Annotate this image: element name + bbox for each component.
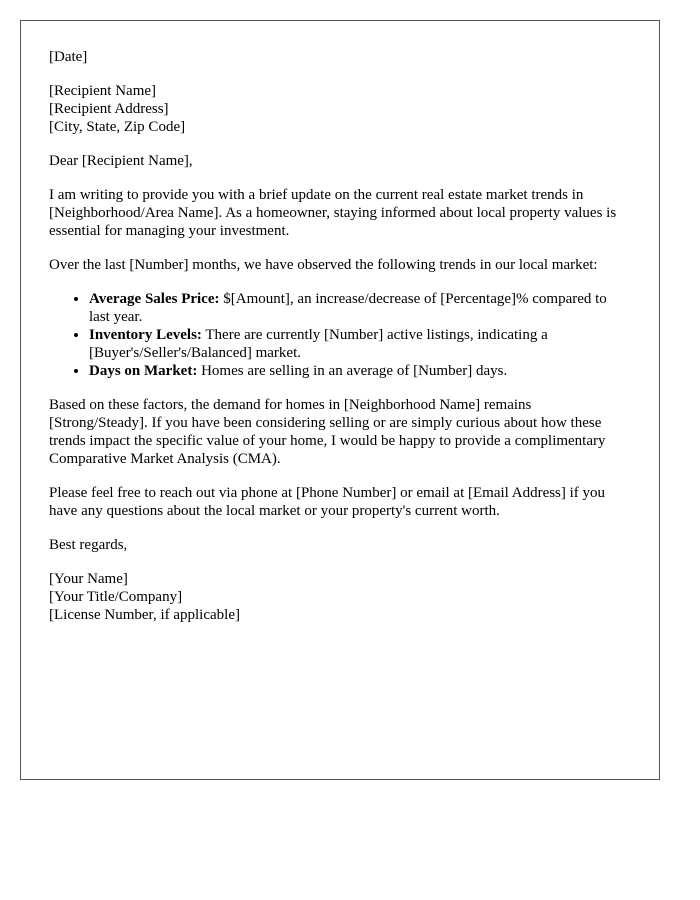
signature-title-company: [Your Title/Company] (49, 589, 183, 605)
recipient-city-state-zip: [City, State, Zip Code] (49, 119, 186, 135)
closing: Best regards, (49, 537, 128, 553)
list-item (89, 362, 631, 380)
trend-label: Average Sales Price: (89, 291, 220, 307)
contact-paragraph: Please feel free to reach out via phone at [Phone Number] or email at [Email Address] if you have any questions about the local market or your property's current worth. (49, 485, 606, 519)
recipient-address: [Recipient Address] (49, 101, 169, 117)
trend-label: Days on Market: (89, 363, 198, 379)
salutation: Dear [Recipient Name], (49, 153, 193, 169)
intro-paragraph: I am writing to provide you with a brief update on the current real estate market trends in [Neighborhood/Area Name]. As a homeowner, staying informed about local property values is essential for managing your investment. (49, 187, 617, 239)
trend-text: Homes are selling in an average of [Number] days. (197, 363, 508, 379)
letter-date: [Date] (49, 49, 88, 65)
list-item (89, 290, 631, 326)
analysis-paragraph: Based on these factors, the demand for homes in [Neighborhood Name] remains [Strong/Steady]. If you have been considering selling or are simply curious about how these trends impact the specific value of your home, I would be happy to provide a complimentary Comparative Market Analysis (CMA). (49, 397, 606, 467)
signature-license: [License Number, if applicable] (49, 607, 240, 623)
trend-text: $[Amount], an increase/decrease of [Percentage]% compared to last year. (89, 291, 607, 325)
trend-label: Inventory Levels: (89, 327, 202, 343)
letter-page (20, 20, 660, 780)
signature-block (49, 570, 631, 624)
signature-name: [Your Name] (49, 571, 128, 587)
trends-intro-paragraph: Over the last [Number] months, we have observed the following trends in our local market: (49, 257, 598, 273)
list-item (89, 326, 631, 362)
recipient-block (49, 82, 631, 136)
recipient-name: [Recipient Name] (49, 83, 157, 99)
trends-list (49, 290, 631, 380)
trend-text: There are currently [Number] active listings, indicating a [Buyer's/Seller's/Balanced] market. (89, 327, 548, 361)
